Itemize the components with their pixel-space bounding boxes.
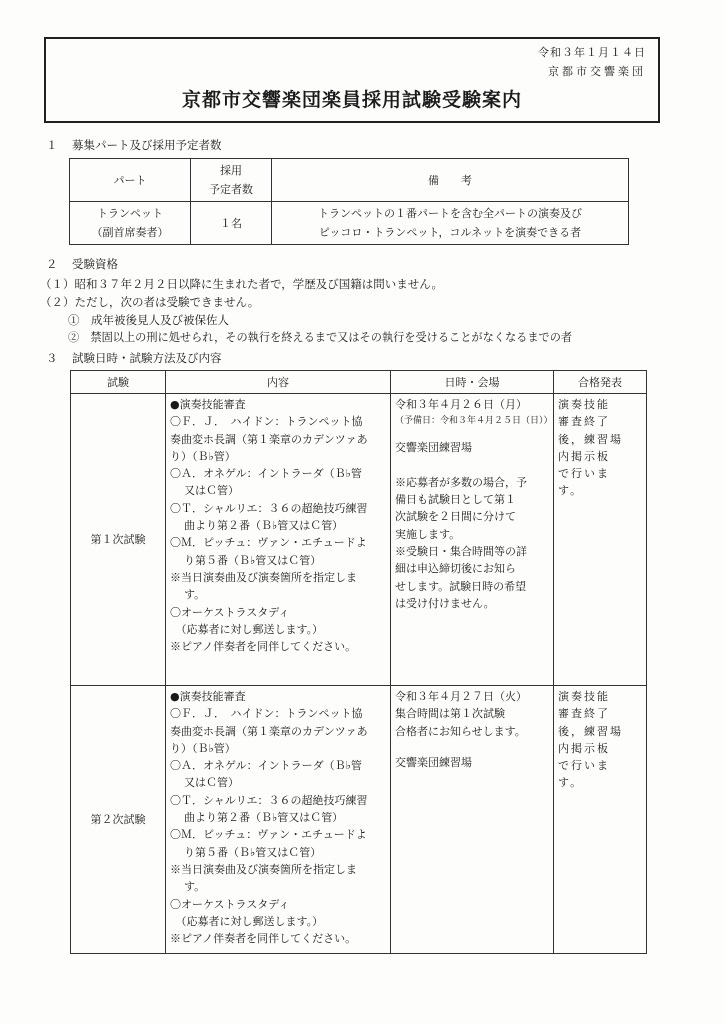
content-line: り）（Ｂ♭管） (170, 449, 236, 463)
exam-date: 令和３年４月２６日（月） (395, 398, 527, 411)
note-line: 合格者にお知らせします。 (395, 724, 526, 738)
header-part: パート (70, 159, 191, 202)
exam-schedule-table (70, 370, 647, 954)
note-line: 細は申込締切後にお知ら (395, 562, 516, 576)
section3-number: ３ (46, 351, 58, 365)
stage-round1: 第１次試験 (71, 394, 166, 686)
note-line: せします。試験日時の希望 (395, 579, 527, 593)
result-round1 (554, 394, 647, 686)
result-line: 審査終了 (558, 707, 610, 721)
part-subtitle: （副首席奏者） (91, 226, 169, 239)
content-line: 奏曲変ホ長調（第１楽章のカデンツァあ (170, 432, 368, 446)
reserve-date: （予備日：令和３年４月２５日（日）） (395, 416, 553, 427)
section3-title: 試験日時・試験方法及び内容 (72, 351, 222, 365)
note-line: ※受験日・集合時間等の詳 (395, 545, 527, 559)
note-line: 実施します。 (395, 527, 461, 541)
content-line: す。 (184, 588, 206, 602)
organization-name: 京都市交響楽団 (548, 65, 646, 78)
count-cell: １名 (191, 202, 272, 245)
datetime-round1 (391, 394, 554, 686)
content-line: す。 (184, 880, 206, 894)
result-line: 審査終了 (558, 415, 610, 429)
note-line: は受け付けません。 (395, 596, 495, 610)
result-line: す。 (558, 484, 584, 498)
recruitment-table (69, 158, 629, 245)
content-line: ●演奏技能審査 (170, 398, 246, 411)
header-frame (44, 37, 660, 123)
content-line: り第５番（Ｂ♭管又はＣ管） (184, 845, 322, 859)
part-cell (70, 202, 191, 245)
exclusion-item-1: ① 成年被後見人及び被保佐人 (68, 313, 229, 327)
remarks-line1: トランペットの１番パートを含む全パートの演奏及び (318, 207, 582, 220)
content-line: 〇オーケストラスタディ (170, 897, 290, 911)
content-line: 〇Ａ．オネゲル：イントラーダ（Ｂ♭管 (170, 759, 362, 773)
result-line: 演奏技能 (558, 690, 610, 703)
page-title: 京都市交響楽団楽員採用試験受験案内 (181, 89, 522, 111)
content-line: ※ピアノ伴奏者を同伴してください。 (170, 640, 357, 654)
content-line: 〇オーケストラスタディ (170, 605, 290, 619)
content-line: 又はＣ管） (184, 484, 239, 498)
content-line: 曲より第２番（Ｂ♭管又はＣ管） (184, 519, 344, 533)
section2-heading (46, 256, 118, 272)
part-name: トランペット (97, 207, 163, 220)
header-count-line1: 採用 (220, 164, 242, 177)
header-stage: 試験 (71, 371, 166, 394)
header-result: 合格発表 (554, 371, 647, 394)
content-round1 (166, 394, 391, 686)
eligibility-item-2: （２）ただし，次の者は受験できません。 (40, 295, 260, 309)
document-date: 令和３年１月１４日 (538, 46, 646, 59)
result-line: 内掲示板 (558, 741, 610, 755)
section1-heading (46, 137, 222, 153)
stage-round2: 第２次試験 (71, 686, 166, 954)
content-line: ●演奏技能審査 (170, 690, 246, 703)
header-remarks: 備 考 (272, 159, 629, 202)
result-line: 後，練習場 (558, 432, 623, 446)
header-count (191, 159, 272, 202)
remarks-cell (272, 202, 629, 245)
section2-number: ２ (46, 257, 58, 271)
result-round2 (554, 686, 647, 954)
header-content: 内容 (166, 371, 391, 394)
result-line: で行いま (558, 467, 610, 481)
content-line: 〇Ｆ．Ｊ． ハイドン：トランペット協 (170, 707, 363, 721)
exclusion-item-2: ② 禁固以上の刑に処せられ，その執行を終えるまで又はその執行を受けることがなくなるまでの者 (68, 331, 573, 344)
datetime-round2 (391, 686, 554, 954)
section3-heading (46, 350, 222, 366)
content-line: 曲より第２番（Ｂ♭管又はＣ管） (184, 811, 344, 825)
content-line: ※当日演奏曲及び演奏箇所を指定しま (170, 570, 357, 584)
content-line: 又はＣ管） (184, 776, 239, 790)
venue: 交響楽団練習場 (395, 755, 472, 769)
note-line: 次試験を２日間に分けて (395, 510, 516, 524)
note-line: 集合時間は第１次試験 (395, 707, 505, 721)
content-line: （応募者に対し郵送します。） (170, 914, 324, 928)
note-line: 備日も試験日として第１ (395, 493, 516, 507)
section1-title: 募集パート及び採用予定者数 (72, 138, 222, 152)
content-line: り第５番（Ｂ♭管又はＣ管） (184, 553, 322, 567)
content-line: 〇Ｆ．Ｊ． ハイドン：トランペット協 (170, 415, 363, 429)
result-line: 演奏技能 (558, 398, 610, 411)
content-line: 奏曲変ホ長調（第１楽章のカデンツァあ (170, 724, 368, 738)
table-row-round2 (71, 686, 647, 954)
result-line: 後，練習場 (558, 724, 623, 738)
content-round2 (166, 686, 391, 954)
content-line: り）（Ｂ♭管） (170, 741, 236, 755)
exam-date: 令和３年４月２７日（火） (395, 690, 527, 703)
content-line: 〇Ｍ．ピッチュ：ヴァン・エチュードよ (170, 828, 367, 842)
section1-number: １ (46, 138, 58, 152)
table-row-round1 (71, 394, 647, 686)
remarks-line2: ピッコロ・トランペット，コルネットを演奏できる者 (318, 226, 582, 239)
content-line: 〇Ｍ．ピッチュ：ヴァン・エチュードよ (170, 536, 367, 550)
result-line: す。 (558, 776, 584, 790)
content-line: （応募者に対し郵送します。） (170, 622, 324, 636)
content-line: ※当日演奏曲及び演奏箇所を指定しま (170, 862, 357, 876)
venue: 交響楽団練習場 (395, 440, 472, 454)
content-line: 〇Ａ．オネゲル：イントラーダ（Ｂ♭管 (170, 467, 362, 481)
header-datetime: 日時・会場 (391, 371, 554, 394)
content-line: ※ピアノ伴奏者を同伴してください。 (170, 932, 357, 946)
content-line: 〇Ｔ．シャルリエ：３６の超絶技巧練習 (170, 793, 368, 807)
content-line: 〇Ｔ．シャルリエ：３６の超絶技巧練習 (170, 501, 368, 515)
note-line: ※応募者が多数の場合，予 (395, 475, 527, 489)
header-count-line2: 予定者数 (209, 183, 253, 196)
eligibility-item-1: （１）昭和３７年２月２日以降に生まれた者で，学歴及び国籍は問いません。 (40, 277, 443, 291)
result-line: で行いま (558, 759, 610, 773)
result-line: 内掲示板 (558, 449, 610, 463)
section2-title: 受験資格 (72, 257, 118, 271)
